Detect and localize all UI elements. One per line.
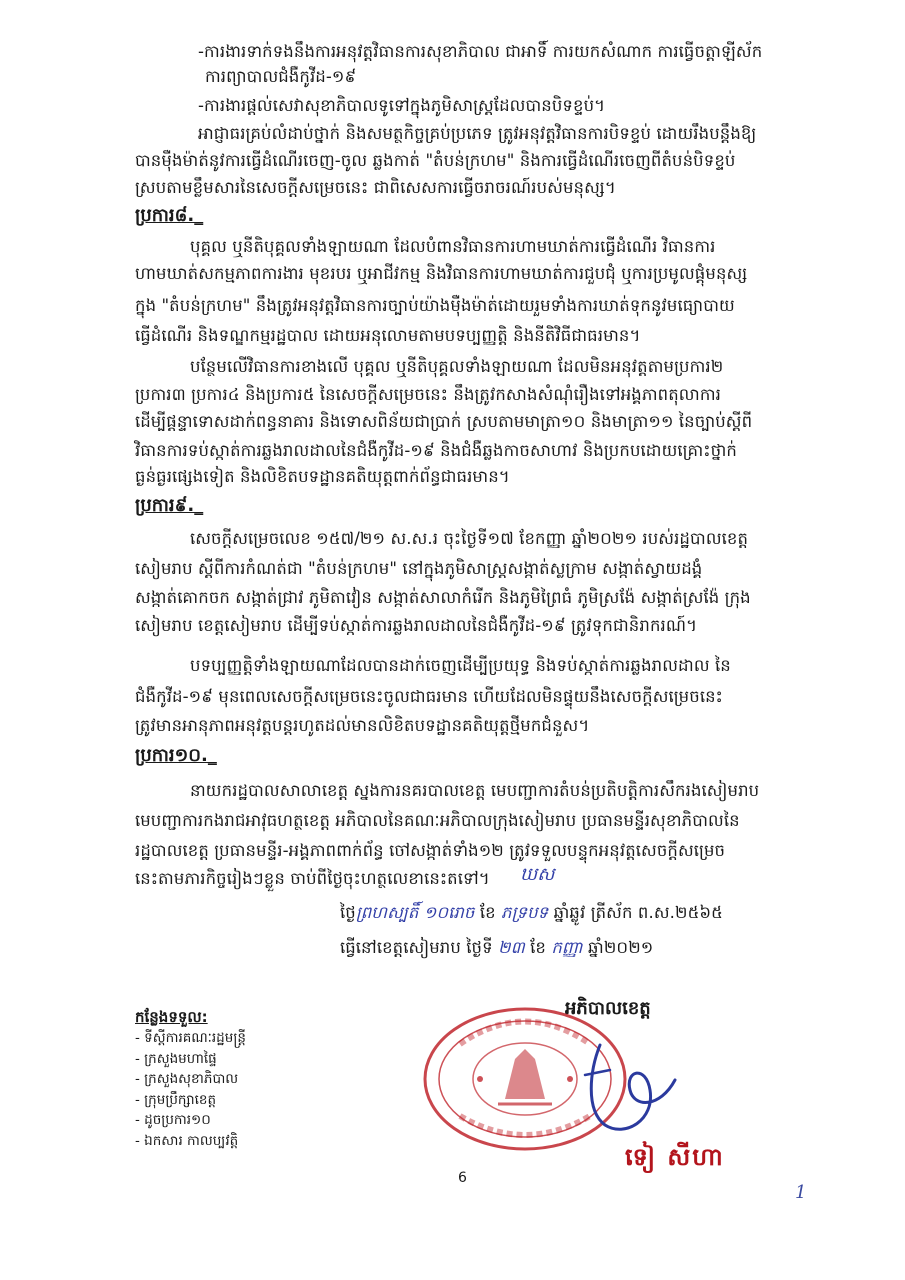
recipients-block <box>135 1006 395 1151</box>
body-line: សៀមរាប ស្ដីពីការកំណត់ជា "តំបន់ក្រហម" នៅក្នុងភូមិសាស្ត្រសង្កាត់ស្លក្រាម សង្កាត់ស្វាយដង្គំ <box>135 559 703 578</box>
signatory-title: អភិបាលខេត្ត <box>565 998 651 1019</box>
handwritten-lunar-day: ព្រហស្បតិ៍ ១០រោច <box>355 903 475 922</box>
body-line: ហាមឃាត់សកម្មភាពការងារ មុខរបរ ឬអាជីវកម្ម និងវិធានការហាមឃាត់ការជួបជុំ ឬការប្រមូលផ្ដុំមនុស្ស <box>135 264 748 283</box>
recipient-item: - ឯកសារ កាលប្បវត្តិ <box>135 1132 239 1149</box>
place-date-prefix: ធ្វើនៅខេត្តសៀមរាប ថ្ងៃទី <box>340 938 493 957</box>
body-line: ត្រូវមានអានុភាពអនុវត្តបន្តរហូតដល់មានលិខិតបទដ្ឋានគតិយុត្តថ្មីមកជំនួស។ <box>135 716 590 735</box>
body-line: នាយករដ្ឋបាលសាលាខេត្ត ស្នងការនគរបាលខេត្ត មេបញ្ជាការតំបន់ប្រតិបត្តិការសឹករងសៀមរាប <box>190 781 760 800</box>
recipient-item: - ដូចប្រការ១០ <box>135 1112 211 1128</box>
solar-year: ឆ្នាំ២០២១ <box>588 938 654 957</box>
bullet-line-1: -ការងារទាក់ទងនឹងការអនុវត្តវិធានការសុខាភិបាល ជាអាទិ៍ ការយកសំណាក ការធ្វើចត្តាឡីស័ក <box>198 42 763 61</box>
lunar-year: ឆ្នាំឆ្លូវ ត្រីស័ក ព.ស.២៥៦៥ <box>553 903 723 922</box>
solar-date-line <box>340 937 653 959</box>
recipient-item: - ក្រុមប្រឹក្សាខេត្ត <box>135 1091 217 1108</box>
recipient-item: - ទីស្ដីការគណៈរដ្ឋមន្ត្រី <box>135 1030 246 1046</box>
body-line: បានម៉ឺងម៉ាត់នូវការធ្វើដំណើរចេញ-ចូល ឆ្លងកាត់ "តំបន់ក្រហម" និងការធ្វើដំណើរចេញពីតំបន់បិទខ្ទប់ <box>135 151 736 170</box>
body-line: បទប្បញ្ញត្តិទាំងឡាយណាដែលបានដាក់ចេញដើម្បីប្រយុទ្ធ និងទប់ស្កាត់ការឆ្លងរាលដាល នៃ <box>190 656 731 675</box>
handwritten-lunar-month: ភទ្របទ <box>501 903 549 922</box>
handwritten-solar-day: ២៣ <box>498 938 525 957</box>
lunar-date-line <box>340 902 723 924</box>
bullet-line-2: ការព្យាបាលជំងឺកូវីដ-១៩ <box>205 67 357 86</box>
lunar-month-label: ខែ <box>479 903 496 922</box>
body-line: អាជ្ញាធរគ្រប់លំដាប់ថ្នាក់ និងសមត្ថកិច្ចគ្រប់ប្រភេទ ត្រូវអនុវត្តវិធានការបិទខ្ទប់ ដោយរឹងបន្ដឹងឱ្យ <box>198 124 757 143</box>
body-line: ស្របតាមខ្លឹមសារនៃសេចក្ដីសម្រេចនេះ ជាពិសេសការធ្វើចរាចរណ៍របស់មនុស្ស។ <box>135 178 616 197</box>
lunar-date-prefix: ថ្ងៃ <box>340 903 356 922</box>
recipient-item: - ក្រសួងសុខាភិបាល <box>135 1071 239 1087</box>
body-line: មេបញ្ជាការកងរាជអាវុធហត្ថខេត្ត អភិបាលនៃគណៈអភិបាលក្រុងសៀមរាប ប្រធានមន្ទីរសុខាភិបាលនៃ <box>135 811 740 830</box>
body-line: សៀមរាប ខេត្តសៀមរាប ដើម្បីទប់ស្កាត់ការឆ្លងរាលដាលនៃជំងឺកូវីដ-១៩ ត្រូវទុកជានិរាករណ៍។ <box>135 616 698 635</box>
article-9-heading: ប្រការ៩._ <box>135 495 204 516</box>
body-line: បុគ្គល ឬនីតិបុគ្គលទាំងឡាយណា ដែលបំពានវិធានការហាមឃាត់ការធ្វើដំណើរ វិធានការ <box>190 237 716 256</box>
body-line: វិធានការទប់ស្កាត់ការឆ្លងរាលដាលនៃជំងឺកូវីដ-១៩ និងជំងឺឆ្លងកាចសាហាវ និងប្រកបដោយគ្រោះថ្នាក់ <box>135 441 737 460</box>
handwritten-initials: ឃស <box>520 864 555 885</box>
handwritten-solar-month: កញ្ញា <box>551 938 583 957</box>
body-line: ប្រការ៣ ប្រការ៤ និងប្រការ៥ នៃសេចក្ដីសម្រេចនេះ នឹងត្រូវកសាងសំណុំរឿងទៅអង្គភាពតុលាការ <box>135 385 721 404</box>
page-number: 6 <box>458 1170 467 1186</box>
corner-mark: 1 <box>795 1182 807 1203</box>
recipient-item: - ក្រសួងមហាផ្ទៃ <box>135 1050 217 1067</box>
body-line: រដ្ឋបាលខេត្ត ប្រធានមន្ទីរ-អង្គភាពពាក់ព័ន្ធ ចៅសង្កាត់ទាំង១២ ត្រូវទទួលបន្ទុកអនុវត្តសេចក្ដីសម្រេច <box>135 841 726 860</box>
article-8-heading: ប្រការ៨._ <box>135 205 204 226</box>
body-line: ធ្វើដំណើរ និងទណ្ឌកម្មរដ្ឋបាល ដោយអនុលោមតាមបទប្បញ្ញត្តិ និងនីតិវិធីជាធរមាន។ <box>135 326 641 345</box>
body-line: ក្នុង "តំបន់ក្រហម" នឹងត្រូវអនុវត្តវិធានការច្បាប់យ៉ាងម៉ឺងម៉ាត់ដោយរួមទាំងការឃាត់ទុកនូវមធ្យោបាយ <box>135 296 735 315</box>
body-line: ដើម្បីផ្ដន្ទាទោសដាក់ពន្ធនាគារ និងទោសពិន័យជាប្រាក់ ស្របតាមមាត្រា១០ និងមាត្រា១១ នៃច្បាប់ស្ដីពី <box>135 412 753 431</box>
body-line: សេចក្ដីសម្រេចលេខ ១៥៧/២១ ស.ស.រ ចុះថ្ងៃទី១៧ ខែកញ្ញា ឆ្នាំ២០២១ របស់រដ្ឋបាលខេត្ត <box>190 529 749 548</box>
signature-scribble-icon <box>580 1030 700 1140</box>
body-line: បន្ថែមលើវិធានការខាងលើ បុគ្គល ឬនីតិបុគ្គលទាំងឡាយណា ដែលមិនអនុវត្តតាមប្រការ២ <box>190 357 724 376</box>
body-line: ធ្ងន់ធ្ងរផ្សេងទៀត និងលិខិតបទដ្ឋានគតិយុត្តពាក់ព័ន្ធជាធរមាន។ <box>135 467 510 486</box>
recipients-title: កន្លែងទទួល: <box>135 1008 208 1026</box>
body-line: ជំងឺកូវីដ-១៩ មុនពេលសេចក្ដីសម្រេចនេះចូលជាធរមាន ហើយដែលមិនផ្ទុយនឹងសេចក្ដីសម្រេចនេះ <box>135 687 723 706</box>
article-10-heading: ប្រការ១០._ <box>135 745 217 766</box>
bullet-line-3: -ការងារផ្ដល់សេវាសុខាភិបាលទូទៅក្នុងភូមិសាស្ត្រដែលបានបិទខ្ទប់។ <box>198 96 606 115</box>
solar-month-label: ខែ <box>530 938 546 957</box>
signer-name: ទៀ សីហា <box>625 1143 725 1171</box>
body-line: សង្កាត់គោកចក សង្កាត់ជ្រាវ ភូមិតាវៀន សង្កាត់សាលាកំរើក និងភូមិព្រៃធំ ភូមិស្រង៉ែ សង្កាត់ស្រង៉ែ ក្រុង <box>135 588 751 607</box>
body-line: នេះតាមភារកិច្ចរៀងៗខ្លួន ចាប់ពីថ្ងៃចុះហត្ថលេខានេះតទៅ។ <box>135 869 490 888</box>
